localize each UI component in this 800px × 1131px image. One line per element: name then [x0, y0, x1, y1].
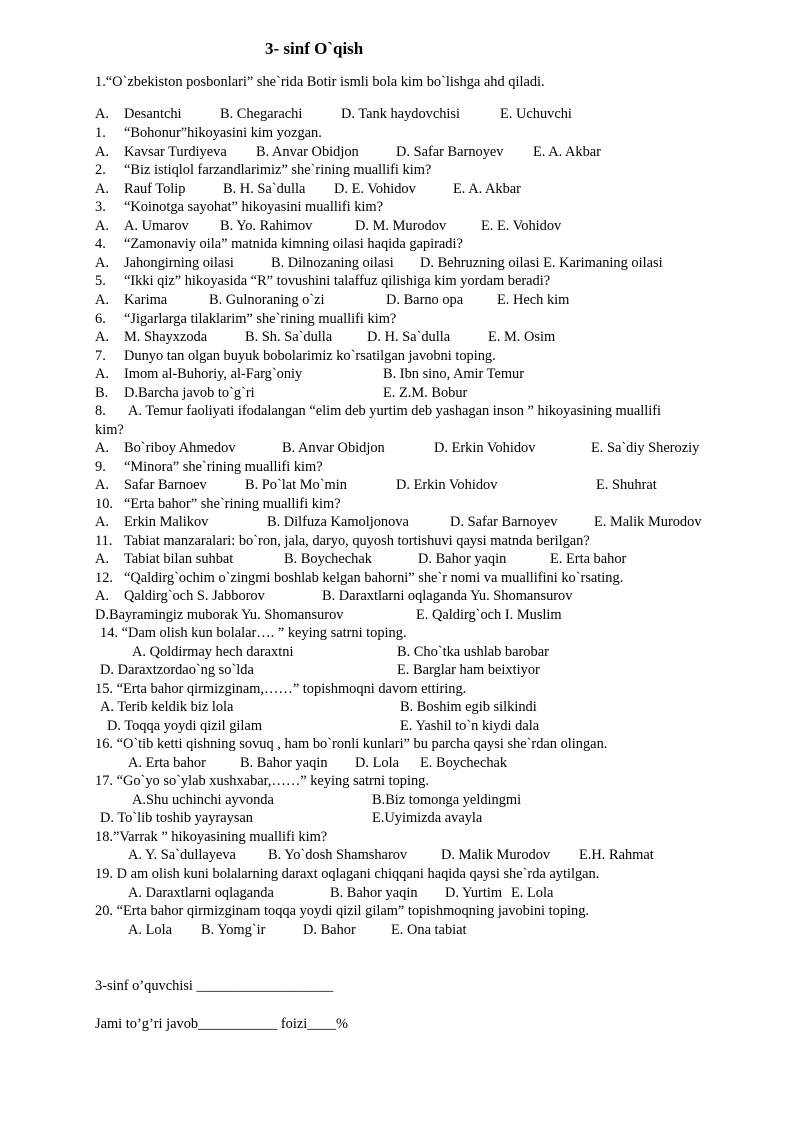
line-text: E.H. Rahmat — [579, 847, 654, 863]
line-text: A. — [95, 218, 109, 234]
line-text: “Koinotga sayohat” hikoyasini muallifi kim? — [124, 199, 383, 215]
text-line — [0, 735, 800, 754]
line-text: 16. “O`tib ketti qishning sovuq , ham bo`ronli kunlari” bu parcha qaysi she`rdan olingan. — [95, 736, 608, 752]
line-text: A. Lola — [128, 922, 172, 938]
line-text: 17. “Go`yo so`ylab xushxabar,……” keying satrni toping. — [95, 773, 429, 789]
line-text: A. Terib keldik biz lola — [100, 699, 234, 715]
text-line — [0, 865, 800, 884]
line-text: A. — [95, 477, 109, 493]
line-text: E. Barglar ham beixtiyor — [397, 662, 540, 678]
line-text: Desantchi — [124, 106, 182, 122]
line-text: “Zamonaviy oila” matnida kimning oilasi haqida gapiradi? — [124, 236, 463, 252]
line-text: 1. — [95, 125, 106, 141]
text-line — [0, 235, 800, 254]
text-line — [0, 550, 800, 569]
line-text: D. Behruzning oilasi E. Karimaning oilasi — [420, 255, 663, 271]
line-text: E. Qaldirg`och I. Muslim — [416, 607, 562, 623]
line-text: 2. — [95, 162, 106, 178]
text-line — [0, 828, 800, 847]
text-line — [0, 105, 800, 124]
line-text: D. Safar Barnoyev — [396, 144, 504, 160]
text-line — [0, 402, 800, 421]
line-text: D. E. Vohidov — [334, 181, 416, 197]
line-text: B. Ibn sino, Amir Temur — [383, 366, 525, 382]
line-text: “Qaldirg`ochim o`zingmi boshlab kelgan bahorni” she`r nomi va muallifini ko`rsating. — [124, 570, 624, 586]
text-line — [0, 365, 800, 384]
line-text: A. — [95, 292, 109, 308]
line-text: 9. — [95, 459, 106, 475]
line-text: Imom al-Buhoriy, al-Farg`oniy — [124, 366, 303, 382]
line-text: “Ikki qiz” hikoyasida “R” tovushini talaffuz qilishiga kim yordam beradi? — [124, 273, 551, 289]
line-text: A. — [95, 144, 109, 160]
line-text: Dunyo tan olgan buyuk bobolarimiz ko`rsatilgan javobni toping. — [124, 348, 496, 364]
text-line — [0, 680, 800, 699]
line-text: 10. — [95, 496, 113, 512]
text-line — [0, 161, 800, 180]
line-text: A.Shu uchinchi ayvonda — [132, 792, 274, 808]
line-text: 4. — [95, 236, 106, 252]
line-text: B. Daraxtlarni oqlaganda Yu. Shomansurov — [322, 588, 573, 604]
line-text: D. Malik Murodov — [441, 847, 551, 863]
line-text: Qaldirg`och S. Jabborov — [124, 588, 265, 604]
text-line — [0, 347, 800, 366]
line-text: B. Chegarachi — [220, 106, 303, 122]
text-line — [0, 328, 800, 347]
text-line — [0, 624, 800, 643]
line-text: B. Dilfuza Kamoljonova — [267, 514, 409, 530]
line-text: D. Toqqa yoydi qizil gilam — [107, 718, 263, 734]
line-text: A. — [95, 181, 109, 197]
line-text: kim? — [95, 422, 124, 438]
line-text: E. Sa`diy Sheroziy — [591, 440, 700, 456]
line-text: Tabiat manzaralari: bo`ron, jala, daryo, quyosh tortishuvi qaysi matnda berilgan? — [124, 533, 590, 549]
line-text: 18.”Varrak ” hikoyasining muallifi kim? — [95, 829, 328, 845]
line-text: “Minora” she`rining muallifi kim? — [124, 459, 323, 475]
line-text: 11. — [95, 533, 113, 549]
line-text: B. Boshim egib silkindi — [400, 699, 537, 715]
line-text: D. To`lib toshib yayraysan — [100, 810, 254, 826]
line-text: D. M. Murodov — [355, 218, 447, 234]
line-text: B. Yomg`ir — [201, 922, 266, 938]
line-text: B. Bahor yaqin — [330, 885, 418, 901]
line-text: 6. — [95, 311, 106, 327]
text-line — [0, 384, 800, 403]
line-text: Rauf Tolip — [124, 181, 186, 197]
line-text: E. Z.M. Bobur — [383, 385, 468, 401]
line-text: D.Bayramingiz muborak Yu. Shomansurov — [95, 607, 344, 623]
text-line — [0, 569, 800, 588]
line-text: B. — [95, 385, 109, 401]
line-text: Jami to’g’ri javob___________ foizi____% — [95, 1016, 348, 1032]
text-line — [0, 754, 800, 773]
text-line — [0, 643, 800, 662]
line-text: E. E. Vohidov — [481, 218, 562, 234]
line-text: B.Biz tomonga yeldingmi — [372, 792, 522, 808]
text-line — [0, 439, 800, 458]
text-line — [0, 143, 800, 162]
text-line — [0, 310, 800, 329]
line-text: 14. “Dam olish kun bolalar…. ” keying satrni toping. — [100, 625, 407, 641]
line-text: B. Yo`dosh Shamsharov — [268, 847, 408, 863]
line-text: E. Ona tabiat — [391, 922, 467, 938]
line-text: 5. — [95, 273, 106, 289]
line-text: E.Uyimizda avayla — [372, 810, 483, 826]
line-text: A. — [95, 255, 109, 271]
line-text: D. Tank haydovchisi — [341, 106, 461, 122]
line-text: A. Daraxtlarni oqlaganda — [128, 885, 274, 901]
line-text: “Erta bahor” she`rining muallifi kim? — [124, 496, 341, 512]
line-text: “Biz istiqlol farzandlarimiz” she`rining muallifi kim? — [124, 162, 432, 178]
line-text: M. Shayxzoda — [124, 329, 208, 345]
text-line — [0, 809, 800, 828]
line-text: 12. — [95, 570, 113, 586]
text-line — [0, 884, 800, 903]
line-text: 7. — [95, 348, 106, 364]
line-text: E. Yashil to`n kiydi dala — [400, 718, 540, 734]
text-line — [0, 513, 800, 532]
line-text: Erkin Malikov — [124, 514, 209, 530]
line-text: E. Boychechak — [420, 755, 508, 771]
line-text: “Jigarlarga tilaklarim” she`rining muallifi kim? — [124, 311, 397, 327]
text-line — [0, 476, 800, 495]
line-text: 1.“O`zbekiston posbonlari” she`rida Botir ismli bola kim bo`lishga ahd qiladi. — [95, 74, 545, 90]
line-text: E. A. Akbar — [533, 144, 601, 160]
line-text: A. — [95, 329, 109, 345]
text-line — [0, 198, 800, 217]
line-text: D. Bahor — [303, 922, 356, 938]
line-text: D. H. Sa`dulla — [367, 329, 451, 345]
line-text: A. — [95, 514, 109, 530]
line-text: D. Bahor yaqin — [418, 551, 507, 567]
line-text: 20. “Erta bahor qirmizginam toqqa yoydi qizil gilam” topishmoqning javobini toping. — [95, 903, 589, 919]
text-line — [0, 902, 800, 921]
text-line — [0, 698, 800, 717]
text-line — [0, 180, 800, 199]
text-line — [0, 73, 800, 92]
text-line — [0, 846, 800, 865]
line-text: “Bohonur”hikoyasini kim yozgan. — [124, 125, 322, 141]
line-text: Bo`riboy Ahmedov — [124, 440, 236, 456]
line-text: A. Y. Sa`dullayeva — [128, 847, 236, 863]
line-text: B. Sh. Sa`dulla — [245, 329, 333, 345]
text-line — [0, 532, 800, 551]
line-text: A. Umarov — [124, 218, 189, 234]
text-line — [0, 772, 800, 791]
line-text: D. Lola — [355, 755, 399, 771]
line-text: A. — [95, 366, 109, 382]
line-text: A. — [95, 588, 109, 604]
line-text: B. Anvar Obidjon — [282, 440, 385, 456]
text-line — [0, 717, 800, 736]
text-line — [0, 587, 800, 606]
line-text: A. Erta bahor — [128, 755, 206, 771]
text-line — [0, 458, 800, 477]
line-text: E. M. Osim — [488, 329, 556, 345]
line-text: 15. “Erta bahor qirmizginam,……” topishmoqni davom ettiring. — [95, 681, 467, 697]
line-text: B. Yo. Rahimov — [220, 218, 313, 234]
line-text: D. Daraxtzordao`ng so`lda — [100, 662, 254, 678]
line-text: B. Anvar Obidjon — [256, 144, 359, 160]
line-text: A. Qoldirmay hech daraxtni — [132, 644, 294, 660]
text-line — [0, 291, 800, 310]
line-text: E. A. Akbar — [453, 181, 521, 197]
line-text: 3-sinf o’quvchisi ___________________ — [95, 978, 334, 994]
line-text: B. H. Sa`dulla — [223, 181, 306, 197]
line-text: D. Safar Barnoyev — [450, 514, 558, 530]
text-line — [0, 421, 800, 440]
text-line — [0, 791, 800, 810]
line-text: E. Uchuvchi — [500, 106, 572, 122]
line-text: E. Lola — [511, 885, 554, 901]
line-text: E. Shuhrat — [596, 477, 657, 493]
line-text: D. Barno opa — [386, 292, 464, 308]
line-text: B. Gulnoraning o`zi — [209, 292, 325, 308]
page-title: 3- sinf O`qish — [265, 39, 364, 58]
text-line — [0, 272, 800, 291]
text-line — [0, 124, 800, 143]
line-text: D. Erkin Vohidov — [396, 477, 498, 493]
line-text: B. Po`lat Mo`min — [245, 477, 347, 493]
line-text: E. Hech kim — [497, 292, 570, 308]
line-text: B. Boychechak — [284, 551, 372, 567]
text-line — [0, 217, 800, 236]
text-line — [0, 661, 800, 680]
line-text: 19. D am olish kuni bolalarning daraxt oqlagani chiqqani haqida qaysi she`rda aytilgan. — [95, 866, 600, 882]
line-text: A. — [95, 440, 109, 456]
line-text: B. Bahor yaqin — [240, 755, 328, 771]
line-text: Karima — [124, 292, 168, 308]
line-text: Jahongirning oilasi — [124, 255, 234, 271]
text-line — [0, 495, 800, 514]
line-text: 8. — [95, 403, 106, 419]
line-text: A. Temur faoliyati ifodalangan “elim deb yurtim deb yashagan inson ” hikoyasining muallifi — [128, 403, 662, 419]
line-text: D.Barcha javob to`g`ri — [124, 385, 255, 401]
line-text: 3. — [95, 199, 106, 215]
line-text: Tabiat bilan suhbat — [124, 551, 234, 567]
text-line — [0, 606, 800, 625]
line-text: E. Erta bahor — [550, 551, 627, 567]
line-text: A. — [95, 106, 109, 122]
text-line — [0, 1015, 800, 1034]
line-text: A. — [95, 551, 109, 567]
line-text: Safar Barnoev — [124, 477, 207, 493]
line-text: D. Erkin Vohidov — [434, 440, 536, 456]
line-text: Kavsar Turdiyeva — [124, 144, 227, 160]
line-text: E. Malik Murodov — [594, 514, 702, 530]
text-line — [0, 977, 800, 996]
line-text: B. Dilnozaning oilasi — [271, 255, 394, 271]
line-text: B. Cho`tka ushlab barobar — [397, 644, 549, 660]
line-text: D. Yurtim — [445, 885, 503, 901]
text-line — [0, 921, 800, 940]
text-line — [0, 254, 800, 273]
